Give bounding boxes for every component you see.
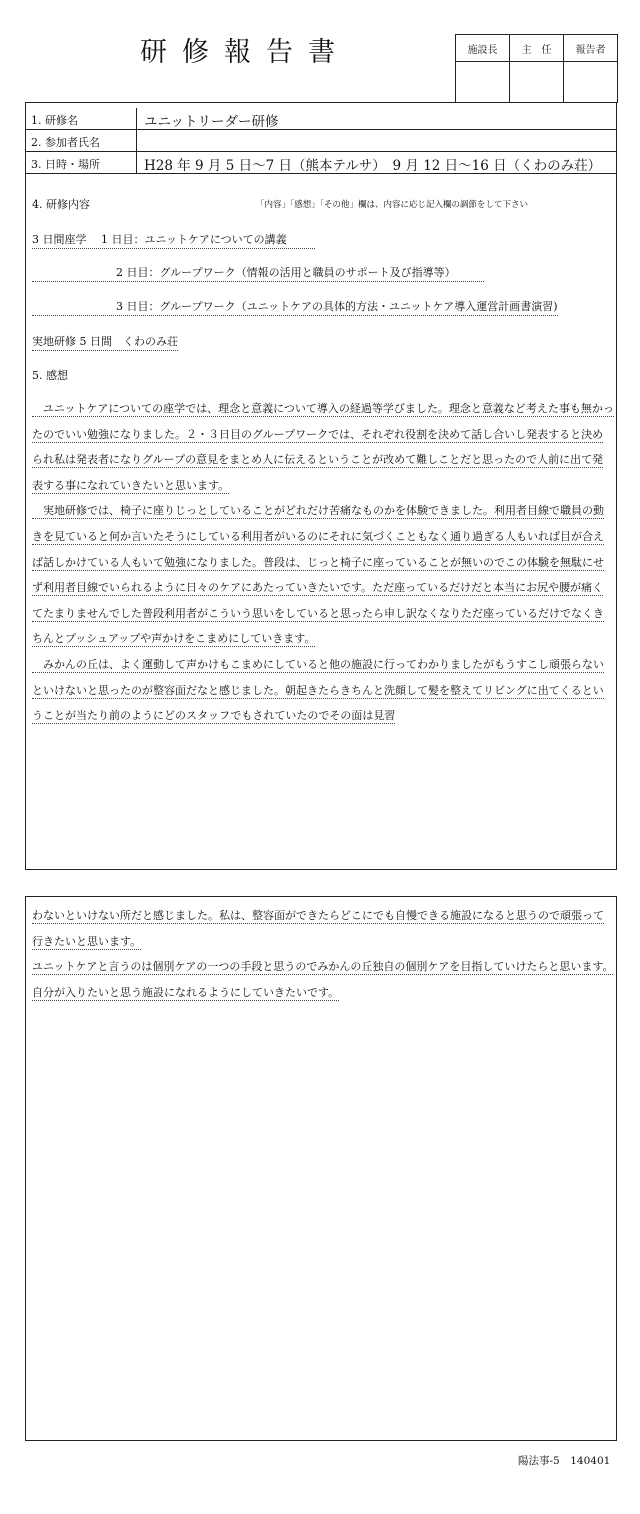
- row-training-name: [26, 108, 616, 130]
- impressions-continued-text: [32, 903, 614, 1005]
- content-note: 「内容」「感想」「その他」欄は、内容に応じ記入欄の調節をして下さい: [256, 200, 529, 210]
- stamp-cell-reporter[interactable]: [564, 62, 618, 103]
- content-label: 4. 研修内容: [32, 198, 90, 211]
- paragraph: みかんの丘は、よく運動して声かけもこまめにしていると他の施設に行ってわかりましたがもうすこし頑張らないといけないと思ったのが整容面だなと感じました。朝起きたらきちんと洗顔して髪を整えてリビングに出てくるということが当たり前のようにどのスタッフでもされていたのでその面は見習: [32, 657, 604, 723]
- datetime-label: 3. 日時・場所: [31, 158, 100, 171]
- stamp-header-reporter: 報告者: [564, 35, 618, 62]
- form-code: 陽法事-5 140401: [518, 1455, 611, 1467]
- paragraph: ユニットケアについての座学では、理念と意義について導入の経過等学びました。理念と意義など考えた事も無かったのでいい勉強になりました。２・３日目のグループワークでは、それぞれ役割を決めて話し合いし発表すると決められ私は発表者になりグループの意見をまとめ人に伝えるということが改めて難しことだと思ったので人前に出て発表する事になれていきたいと思います。: [32, 402, 614, 492]
- content-line: 2 日目：グループワーク（情報の活用と職員のサポート及び指導等）: [32, 264, 484, 282]
- divider: [136, 108, 137, 129]
- report-form-page2: [25, 896, 617, 1441]
- content-line: 実地研修 5 日間 くわのみ荘: [32, 333, 178, 351]
- content-line: 3 日目：グループワーク（ユニットケアの具体的方法・ユニットケア導入運営計画書演習): [32, 298, 558, 316]
- training-name-value[interactable]: ユニットリーダー研修: [144, 114, 279, 130]
- impressions-label: 5. 感想: [32, 369, 68, 382]
- report-form-page1: [25, 102, 617, 870]
- content-line: 3 日間座学 1 日目：ユニットケアについての講義: [32, 231, 315, 249]
- paragraph: わないといけない所だと感じました。私は、整容面ができたらどこにでも自慢できる施設になると思うので頑張って行きたいと思います。: [32, 909, 604, 948]
- paragraph: 実地研修では、椅子に座りじっとしていることがどれだけ苦痛なものかを体験できました。利用者目線で職員の動きを見ていると何か言いたそうにしている利用者がいるのにそれに気づくこともなく通り過ぎる人もいれば目が合えば話しかけている人もいて勉強になりました。普段は、じっと椅子に座っていることが無いのでこの体験を無駄にせず利用者目線でいられるように日々のケアにあたっていきたいです。ただ座っているだけだと本当にお尻や腰が痛くてたまりませんでした普段利用者がこういう思いをしていると思ったら申し訳なくなりただ座っているだけでなくきちんとプッシュアップや声かけをこまめにしていきます。: [32, 504, 604, 646]
- divider: [136, 152, 137, 173]
- stamp-cell-director[interactable]: [456, 62, 510, 103]
- datetime-value[interactable]: H28 年 9 月 5 日～7 日（熊本テルサ） 9 月 12 日～16 日（くわのみ荘）: [144, 158, 602, 174]
- impressions-text: [32, 396, 614, 729]
- stamp-header-chief: 主 任: [510, 35, 564, 62]
- stamp-header-director: 施設長: [456, 35, 510, 62]
- participant-label: 2. 参加者氏名: [31, 136, 100, 149]
- row-participant: [26, 130, 616, 152]
- divider: [136, 130, 137, 151]
- training-name-label: 1. 研修名: [31, 114, 78, 127]
- approval-stamp-table: [455, 34, 618, 103]
- stamp-cell-chief[interactable]: [510, 62, 564, 103]
- page-title: 研修報告書: [140, 37, 350, 68]
- paragraph: ユニットケアと言うのは個別ケアの一つの手段と思うのでみかんの丘独自の個別ケアを目指していけたらと思います。自分が入りたいと思う施設になれるようにしていきたいです。: [32, 960, 614, 999]
- row-datetime: [26, 152, 616, 174]
